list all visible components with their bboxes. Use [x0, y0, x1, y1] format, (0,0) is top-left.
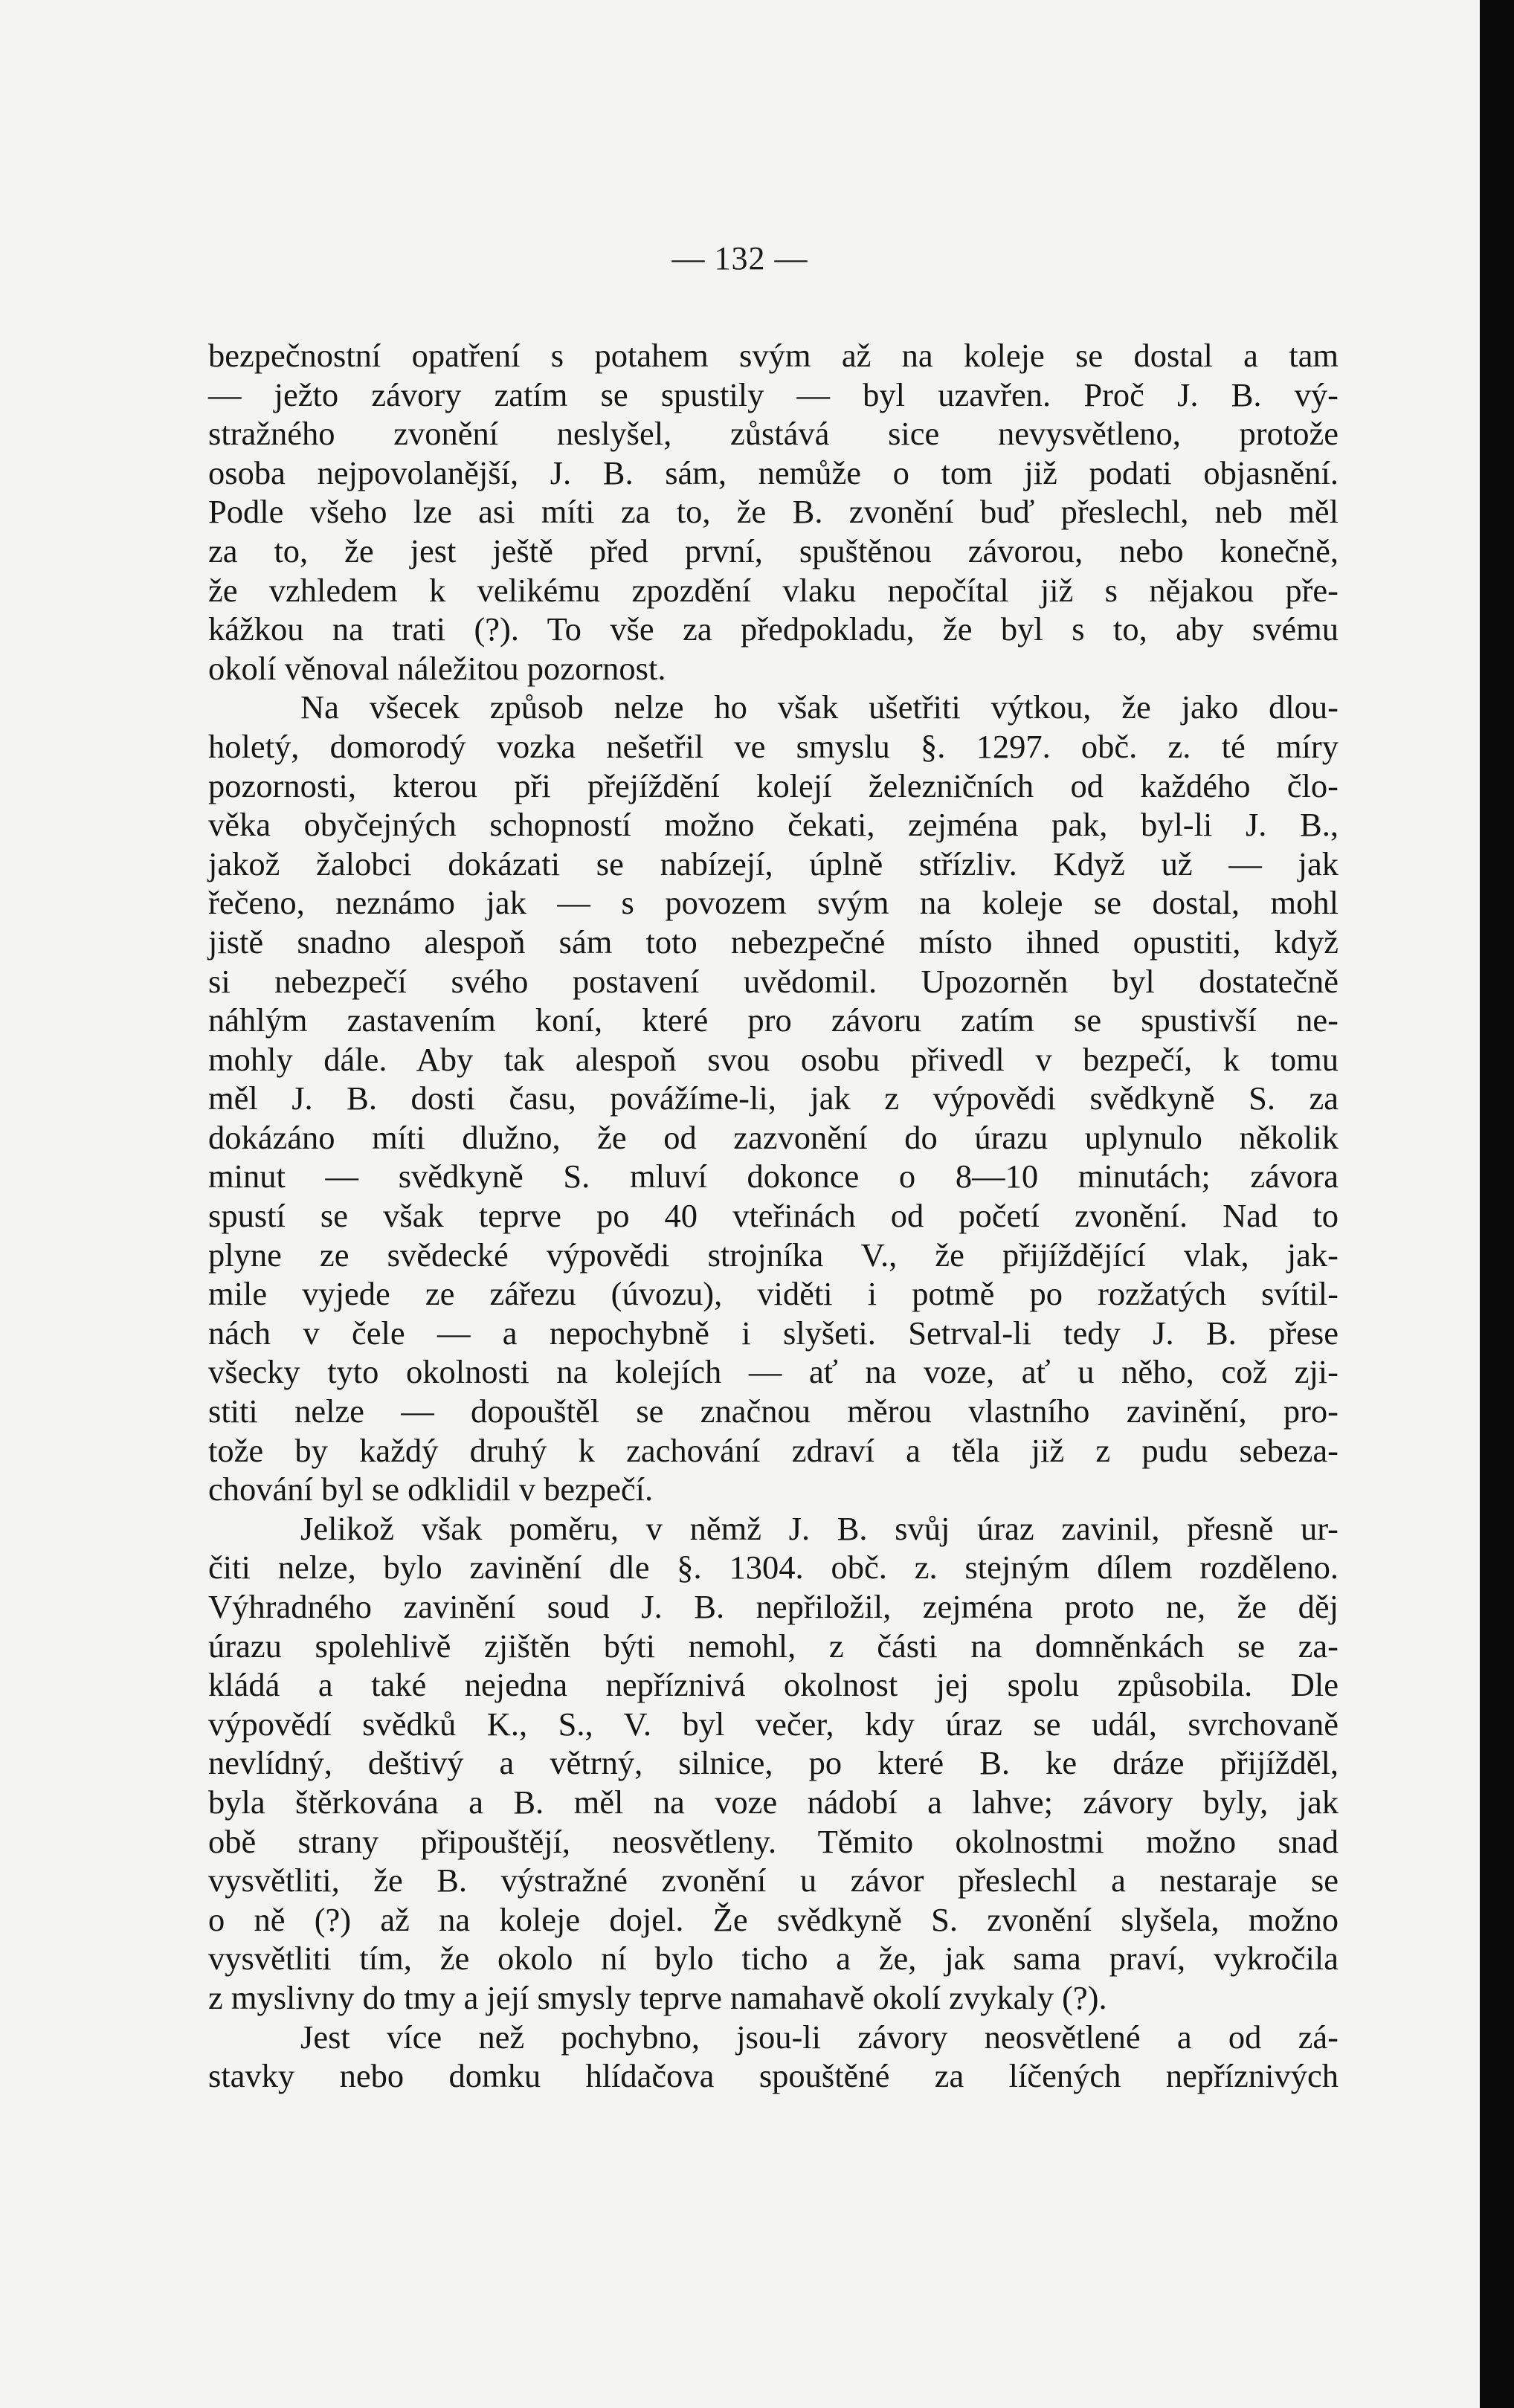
text-line: úrazu spolehlivě zjištěn býti nemohl, z části na domněnkách se za-	[208, 1627, 1339, 1665]
text-line: holetý, domorodý vozka nešetřil ve smyslu §. 1297. obč. z. té míry	[208, 727, 1339, 765]
text-line: čiti nelze, bylo zavinění dle §. 1304. obč. z. stejným dílem rozděleno.	[208, 1549, 1339, 1586]
text-line: náhlým zastavením koní, které pro závoru zatím se spustivší ne-	[208, 1001, 1339, 1039]
text-line: chování byl se odklidil v bezpečí.	[208, 1471, 654, 1508]
text-line: dokázáno míti dlužno, že od zazvonění do úrazu uplynulo několik	[208, 1118, 1339, 1156]
text-line: pozornosti, kterou při přejíždění kolejí železničních od každého člo-	[208, 766, 1339, 804]
body-text	[208, 336, 1339, 2096]
text-line: — ježto závory zatím se spustily — byl uzavřen. Proč J. B. vý-	[208, 375, 1339, 413]
text-line: výpovědí svědků K., S., V. byl večer, kdy úraz se udál, svrchovaně	[208, 1705, 1339, 1743]
text-line: okolí věnoval náležitou pozornost.	[208, 649, 666, 687]
text-line: stiti nelze — dopouštěl se značnou měrou vlastního zavinění, pro-	[208, 1392, 1339, 1430]
text-line: věka obyčejných schopností možno čekati, zejména pak, byl-li J. B.,	[208, 806, 1339, 844]
text-line: Jest více než pochybno, jsou-li závory neosvětlené a od zá-	[300, 2018, 1339, 2056]
text-line: mohly dále. Aby tak alespoň svou osobu přivedl v bezpečí, k tomu	[208, 1040, 1339, 1078]
text-line: bezpečnostní opatření s potahem svým až na koleje se dostal a tam	[208, 337, 1339, 374]
text-line: tože by každý druhý k zachování zdraví a těla již z pudu sebeza-	[208, 1431, 1339, 1469]
text-line: minut — svědkyně S. mluví dokonce o 8—10 minutách; závora	[208, 1158, 1339, 1195]
text-line: plyne ze svědecké výpovědi strojníka V., že přijíždějící vlak, jak-	[208, 1236, 1339, 1274]
text-line: z myslivny do tmy a její smysly teprve namahavě okolí zvykaly (?).	[208, 1978, 1107, 2016]
text-line: obě strany připouštějí, neosvětleny. Těmito okolnostmi možno snad	[208, 1822, 1339, 1860]
text-line: stavky nebo domku hlídačova spouštěné za líčených nepříznivých	[208, 2057, 1339, 2095]
scan-edge	[1480, 0, 1514, 2408]
text-line: o ně (?) až na koleje dojel. Že svědkyně S. zvonění slyšela, možno	[208, 1900, 1339, 1938]
text-line: kládá a také nejedna nepříznivá okolnost jej spolu způsobila. Dle	[208, 1666, 1339, 1704]
text-line: kážkou na trati (?). To vše za předpokladu, že byl s to, aby svému	[208, 610, 1339, 648]
text-line: nách v čele — a nepochybně i slyšeti. Setrval-li tedy J. B. přese	[208, 1314, 1339, 1352]
text-line: jistě snadno alespoň sám toto nebezpečné místo ihned opustiti, když	[208, 923, 1339, 961]
text-line: si nebezpečí svého postavení uvědomil. Upozorněn byl dostatečně	[208, 962, 1339, 1000]
text-line: Podle všeho lze asi míti za to, že B. zvonění buď přeslechl, neb měl	[208, 493, 1339, 531]
text-line: že vzhledem k velikému zpozdění vlaku nepočítal již s nějakou pře-	[208, 571, 1339, 609]
text-line: Na všecek způsob nelze ho však ušetřiti výtkou, že jako dlou-	[300, 688, 1339, 726]
text-line: byla štěrkována a B. měl na voze nádobí a lahve; závory byly, jak	[208, 1783, 1339, 1821]
page-number: — 132 —	[671, 240, 808, 277]
text-line: měl J. B. dosti času, povážíme-li, jak z výpovědi svědkyně S. za	[208, 1079, 1339, 1117]
text-line: vysvětliti, že B. výstražné zvonění u závor přeslechl a nestaraje se	[208, 1862, 1339, 1899]
text-line: spustí se však teprve po 40 vteřinách od početí zvonění. Nad to	[208, 1197, 1339, 1235]
text-line: nevlídný, deštivý a větrný, silnice, po které B. ke dráze přijížděl,	[208, 1744, 1339, 1782]
text-line: vysvětliti tím, že okolo ní bylo ticho a že, jak sama praví, vykročila	[208, 1940, 1339, 1978]
text-line: mile vyjede ze zářezu (úvozu), viděti i potmě po rozžatých svítil-	[208, 1275, 1339, 1313]
text-line: za to, že jest ještě před první, spuštěnou závorou, nebo konečně,	[208, 532, 1339, 569]
text-line: jakož žalobci dokázati se nabízejí, úplně střízliv. Když už — jak	[208, 845, 1339, 882]
text-line: řečeno, neznámo jak — s povozem svým na koleje se dostal, mohl	[208, 884, 1339, 922]
text-line: Výhradného zavinění soud J. B. nepřiložil, zejména proto ne, že děj	[208, 1588, 1339, 1625]
text-line: všecky tyto okolnosti na kolejích — ať na voze, ať u něho, což zji-	[208, 1353, 1339, 1391]
text-line: Jelikož však poměru, v němž J. B. svůj úraz zavinil, přesně ur-	[300, 1509, 1339, 1547]
text-line: osoba nejpovolanější, J. B. sám, nemůže o tom již podati objasnění.	[208, 453, 1339, 491]
text-line: stražného zvonění neslyšel, zůstává sice nevysvětleno, protože	[208, 415, 1339, 453]
